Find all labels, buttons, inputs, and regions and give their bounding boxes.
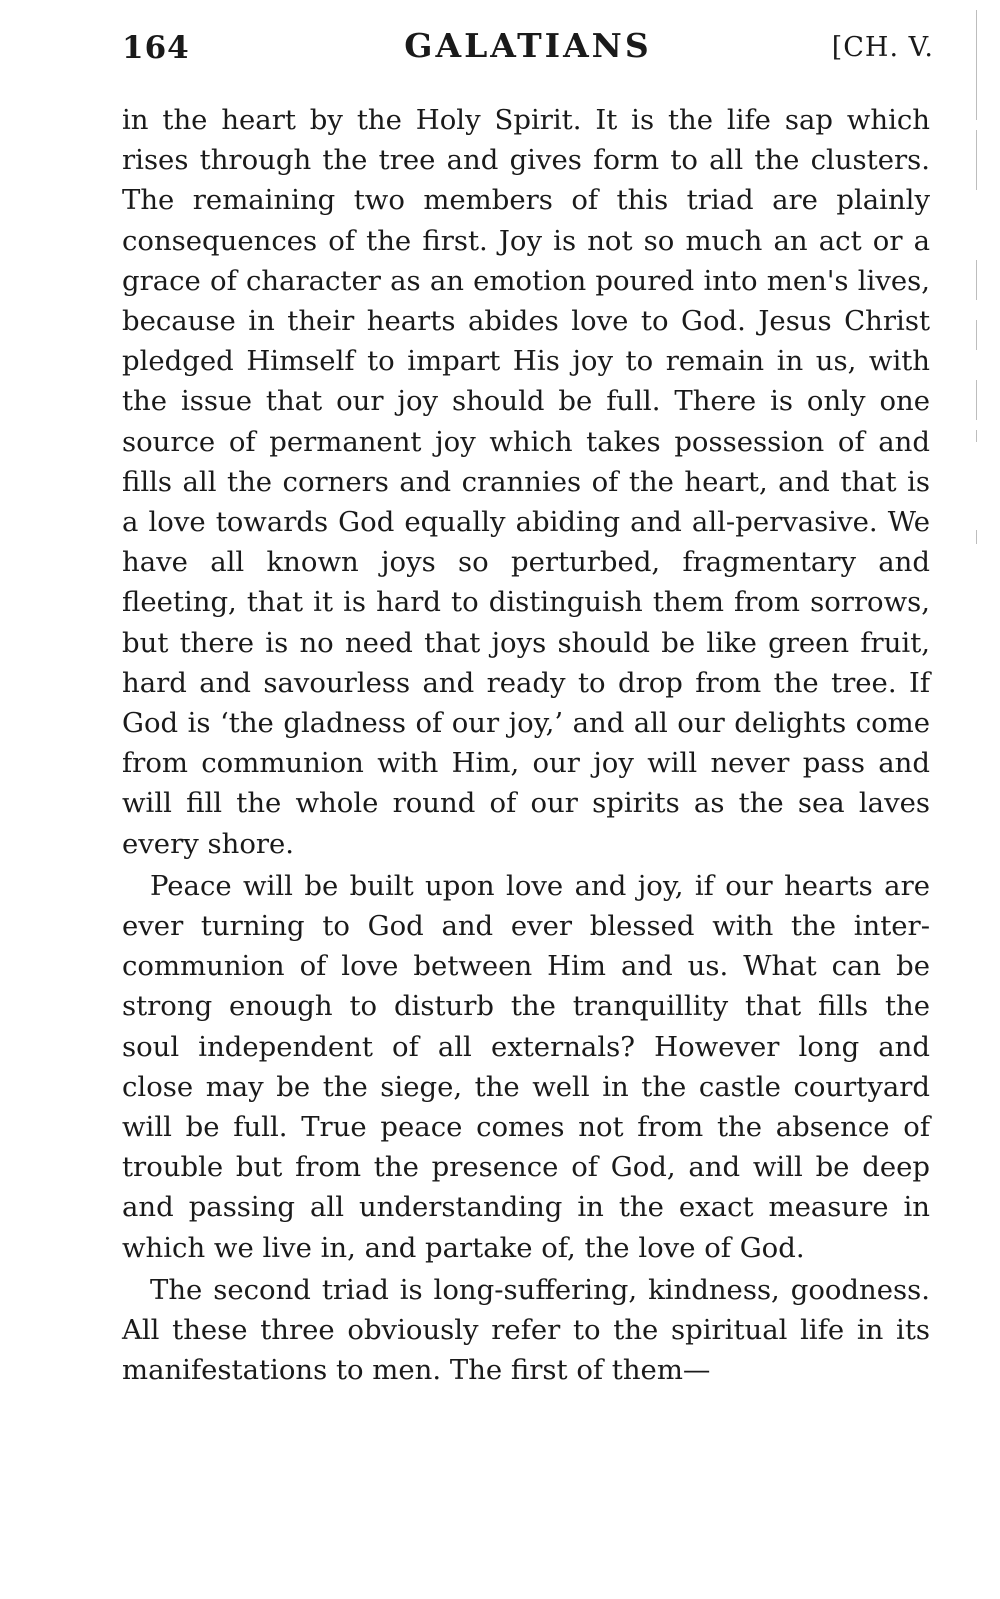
paragraph-second-triad: The second triad is long-suffering, kindness, goodness. All these three obviously refer to the spiritual life in its manifestations to men. The first of them— — [122, 1273, 930, 1387]
body-text — [122, 100, 930, 1391]
page-edge-marks — [972, 0, 982, 560]
chapter-reference: [CH. V. — [831, 32, 934, 63]
running-header — [122, 26, 934, 70]
paragraph-joy: in the heart by the Holy Spirit. It is the life sap which rises through the tree and gives form to all the clusters. The remaining two members of this triad are plainly consequences of the first. Joy is not so much an act or a grace of character as an emotion poured into men's lives, because in their hearts abides love to God. Jesus Christ pledged Himself to impart His joy to remain in us, with the issue that our joy should be full. There is only one source of permanent joy which takes possession of and fills all the corners and crannies of the heart, and that is a love towards God equally abiding and all-pervasive. We have all known joys so perturbed, fragmentary and fleeting, that it is hard to distinguish them from sorrows, but there is no need that joys should be like green fruit, hard and savourless and ready to drop from the tree. If God is ‘the gladness of our joy,’ and all our delights come from communion with Him, our joy will never pass and will fill the whole round of our spirits as the sea laves every shore. — [122, 104, 930, 860]
paragraph-peace: Peace will be built upon love and joy, if our hearts are ever turning to God and ever blessed with the inter-communion of love between Him and us. What can be strong enough to disturb the tranquillity that fills the soul independent of all externals? However long and close may be the siege, the well in the castle courtyard will be full. True peace comes not from the absence of trouble but from the presence of God, and will be deep and passing all understanding in the exact measure in which we live in, and partake of, the love of God. — [122, 869, 930, 1264]
running-title: GALATIANS — [404, 26, 652, 65]
page-number: 164 — [122, 30, 190, 66]
